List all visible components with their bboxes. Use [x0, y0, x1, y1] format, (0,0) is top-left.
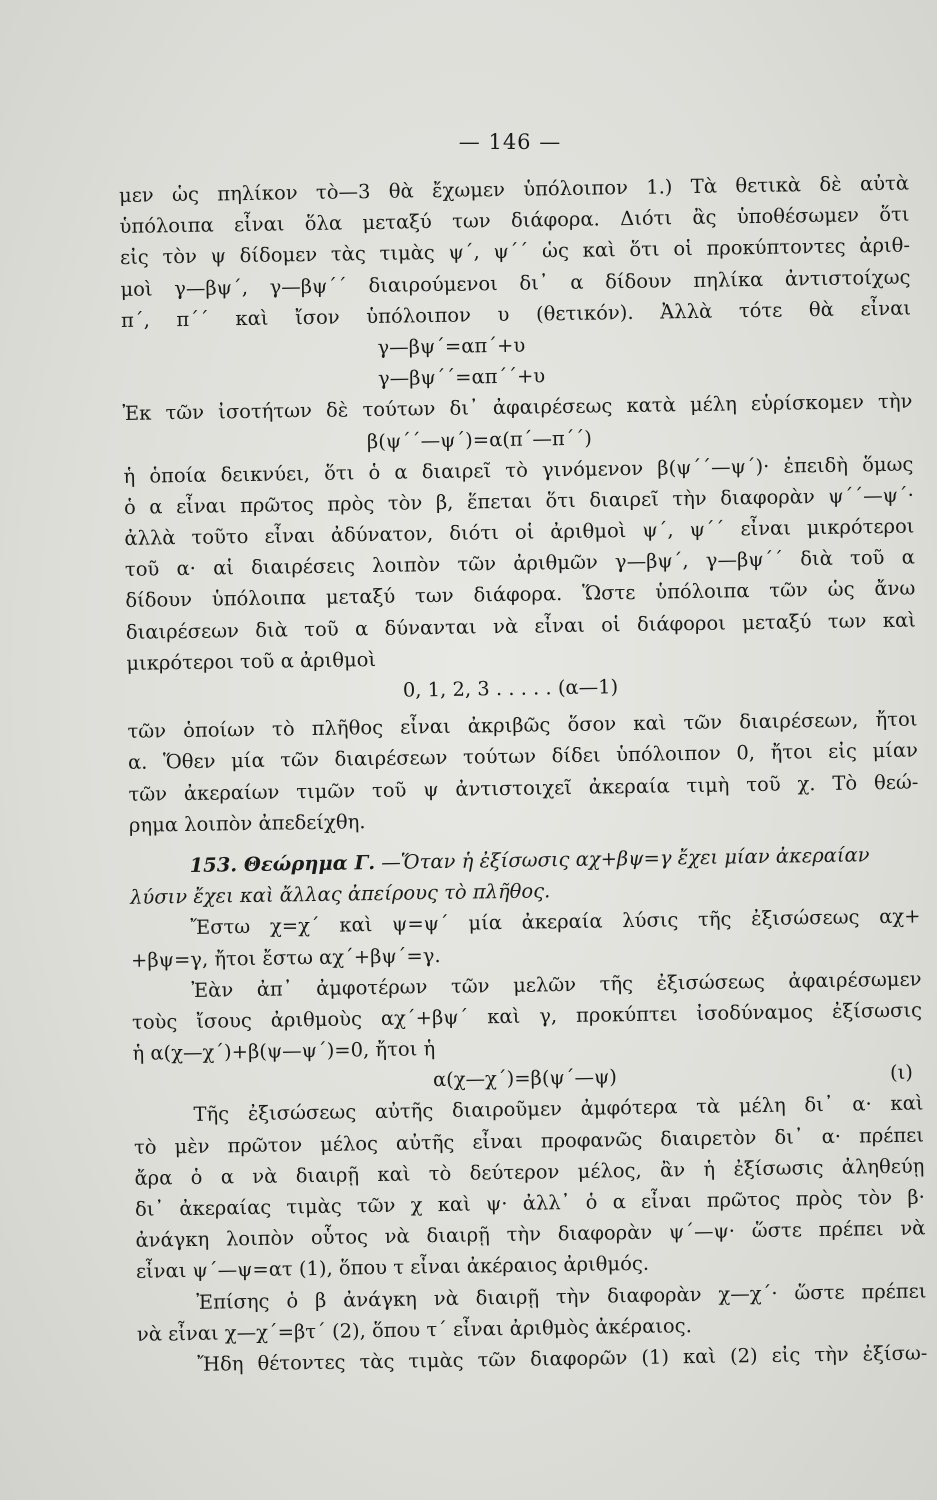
- text-line: Ἔστω χ=χ΄ καὶ ψ=ψ΄ μία ἀκεραία λύσις τῆς ἐξισώσεως αχ+: [190, 904, 921, 940]
- text-line: ρημα λοιπὸν ἀπεδείχθη.: [128, 809, 366, 837]
- text-line: δι᾽ ἀκεραίας τιμὰς τῶν χ καὶ ψ· ἀλλ᾽ ὁ α εἶναι πρῶτος πρὸς τὸν β·: [134, 1185, 926, 1221]
- theorem-heading: 153. Θεώρημα Γ.: [189, 850, 376, 877]
- text-line: ἀνάγκη λοιπὸν οὗτος νὰ διαιρῇ τὴν διαφορὰν ψ΄—ψ· ὥστε πρέπει νὰ: [135, 1216, 926, 1253]
- equation: γ—βψ΄=απ΄+υ: [377, 333, 526, 359]
- equation: β(ψ΄΄—ψ΄)=α(π΄—π΄΄): [366, 426, 593, 453]
- text-line: τῶν ὁποίων τὸ πλῆθος εἶναι ἀκριβῶς ὅσον καὶ τῶν διαιρέσεων, ἤτοι: [127, 707, 918, 744]
- text-line: Ἐὰν ἀπ᾽ ἀμφοτέρων τῶν μελῶν τῆς ἐξισώσεως ἀφαιρέσωμεν: [191, 967, 922, 1002]
- text-line: Ἐκ τῶν ἰσοτήτων δὲ τούτων δι᾽ ἀφαιρέσεως κατὰ μέλη εὑρίσκομεν τὴν: [122, 389, 913, 426]
- text-line: α. Ὅθεν μία τῶν διαιρέσεων τούτων δίδει ὑπόλοιπον 0, ἤτοι εἰς μίαν: [127, 738, 919, 775]
- text-line: ὁ α εἶναι πρῶτος πρὸς τὸν β, ἕπεται ὅτι διαιρεῖ τὴν διαφορὰν ψ΄΄—ψ΄·: [123, 483, 915, 519]
- text-line: εἰς τὸν ψ δίδομεν τὰς τιμὰς ψ΄, ψ΄΄ ὡς καὶ ὅτι οἱ προκύπτοντες ἀριθ-: [119, 233, 911, 270]
- text-line: τὸ μὲν πρῶτον μέλος αὐτῆς εἶναι προφανῶς διαιρετὸν δι᾽ α· πρέπει: [133, 1123, 925, 1159]
- theorem-statement: λύσιν ἔχει καὶ ἄλλας ἀπείρους τὸ πλῆθος.: [129, 879, 551, 910]
- text-line: +βψ=γ, ἤτοι ἔστω αχ΄+βψ΄=γ.: [130, 943, 441, 972]
- text-line: ἀλλὰ τοῦτο εἶναι ἀδύνατον, διότι οἱ ἀριθμοὶ ψ΄, ψ΄΄ εἶναι μικρότεροι: [124, 514, 915, 551]
- text-line: ἄρα ὁ α νὰ διαιρῇ καὶ τὸ δεύτερον μέλος, ἂν ἡ ἐξίσωσις ἀληθεύῃ: [134, 1154, 925, 1190]
- paragraph: [123, 448, 916, 679]
- paragraph: [133, 1088, 926, 1288]
- text-line: εἶναι ψ΄—ψ=ατ (1), ὅπου τ εἶναι ἀκέραιος ἀριθμός.: [135, 1252, 650, 1284]
- equation-tag: (ι): [889, 1060, 914, 1085]
- equation-expression: α(χ—χ΄)=β(ψ΄—ψ): [432, 1065, 618, 1092]
- text-line: ὑπόλοιπα εἶναι ὅλα μεταξύ των διάφορα. Διότι ἂς ὑποθέσωμεν ὅτι: [119, 202, 910, 239]
- theorem-statement: —Ὅταν ἡ ἐξίσωσις αχ+βψ=γ ἔχει μίαν ἀκεραίαν: [381, 843, 870, 874]
- paragraph: [131, 963, 922, 1069]
- equation: γ—βψ΄΄=απ΄΄+υ: [377, 364, 546, 391]
- text-line: μεν ὡς πηλίκον τὸ—3 θὰ ἔχωμεν ὑπόλοιπον 1.) Τὰ θετικὰ δὲ αὐτὰ: [118, 171, 910, 207]
- text-line: μικρότεροι τοῦ α ἀριθμοὶ: [126, 647, 377, 675]
- text-line: τοὺς ἴσους ἀριθμοὺς αχ΄+βψ΄ καὶ γ, προκύπτει ἰσοδύναμος ἐξίσωσις: [131, 998, 923, 1034]
- text-line: διαιρέσεων διὰ τοῦ α δύνανται νὰ εἶναι οἱ διάφοροι μεταξύ των καὶ: [125, 608, 917, 644]
- text-line: Ἤδη θέτοντες τὰς τιμὰς τῶν διαφορῶν (1) καὶ (2) εἰς τὴν ἐξίσω-: [197, 1341, 928, 1376]
- text-line: ἡ ὁποία δεικνύει, ὅτι ὁ α διαιρεῖ τὸ γινόμενον β(ψ΄΄—ψ΄)· ἐπειδὴ ὅμως: [123, 452, 914, 488]
- text-line: μοὶ γ—βψ΄, γ—βψ΄΄ διαιρούμενοι δι᾽ α δίδουν πηλίκα ἀντιστοίχως: [120, 265, 911, 301]
- text-line: ἡ α(χ—χ΄)+β(ψ—ψ΄)=0, ἤτοι ἡ: [132, 1037, 436, 1065]
- page-number: — 146 —: [458, 130, 562, 154]
- text-line: Τῆς ἐξισώσεως αὐτῆς διαιροῦμεν ἀμφότερα τὰ μέλη δι᾽ α· καὶ: [193, 1091, 924, 1127]
- text-line: τῶν ἀκεραίων τιμῶν τοῦ ψ ἀντιστοιχεῖ ἀκεραία τιμὴ τοῦ χ. Τὸ θεώ-: [128, 770, 919, 806]
- text-line: Ἐπίσης ὁ β ἀνάγκη νὰ διαιρῇ τὴν διαφορὰν χ—χ΄· ὥστε πρέπει: [196, 1279, 927, 1314]
- paragraph: [127, 704, 919, 841]
- text-line: π΄, π΄΄ καὶ ἴσον ὑπόλοιπον υ (θετικόν). Ἀλλὰ τότε θὰ εἶναι: [120, 296, 912, 332]
- paragraph: [119, 168, 911, 336]
- equation: 0, 1, 2, 3 . . . . . (α—1): [402, 675, 619, 702]
- text-line: νὰ εἶναι χ—χ΄=βτ΄ (2), ὅπου τ΄ εἶναι ἀριθμὸς ἀκέραιος.: [136, 1313, 692, 1346]
- page-body: [118, 116, 928, 1381]
- text-line: δίδουν ὑπόλοιπα μεταξύ των διάφορα. Ὥστε ὑπόλοιπα τῶν ὡς ἄνω: [125, 576, 916, 613]
- text-line: τοῦ α· αἱ διαιρέσεις λοιπὸν τῶν ἀριθμῶν γ—βψ΄, γ—βψ΄΄ διὰ τοῦ α: [124, 545, 916, 582]
